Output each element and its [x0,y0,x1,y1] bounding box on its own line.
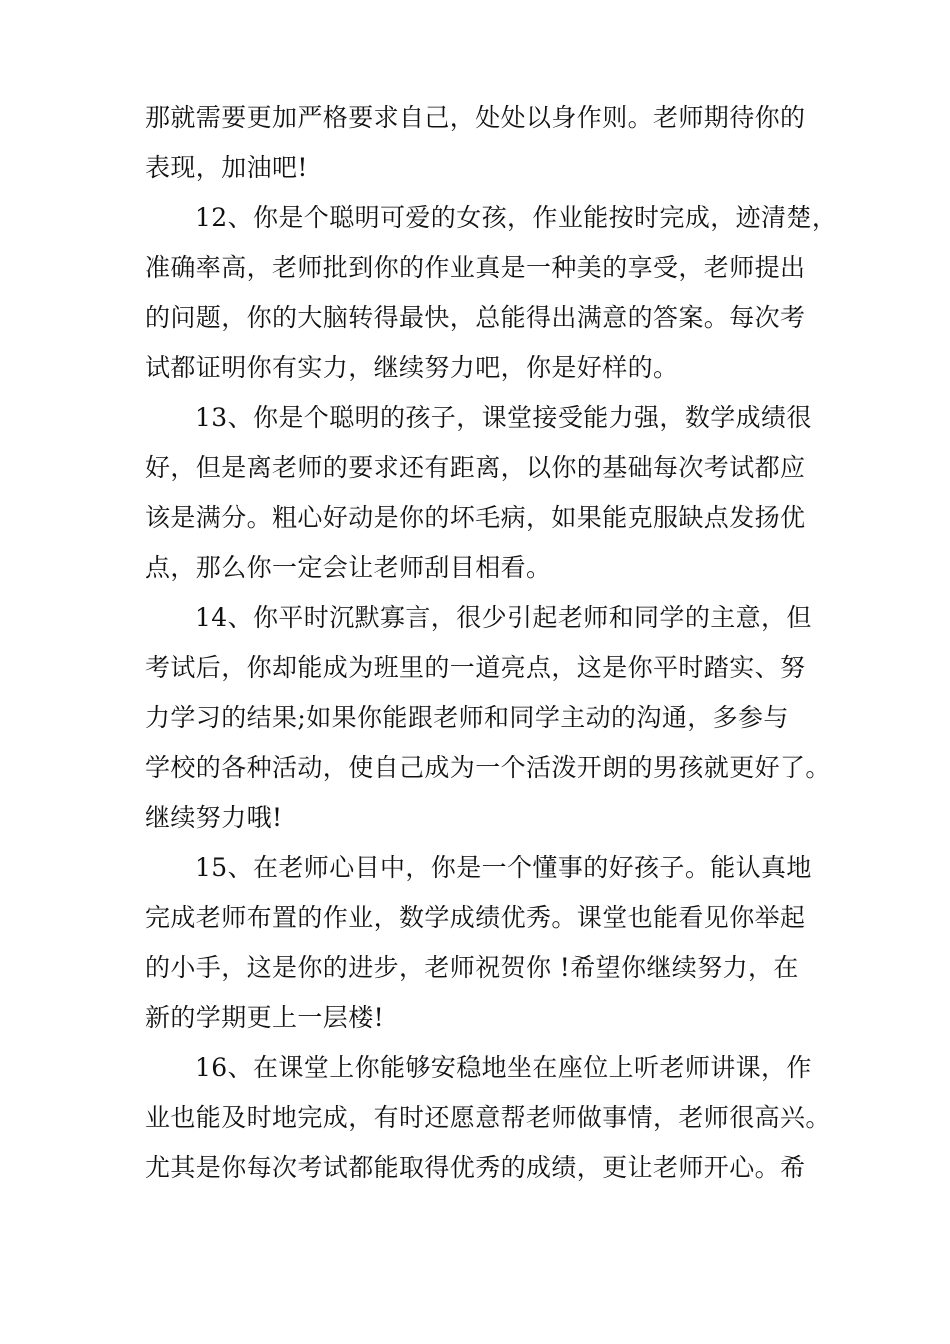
paragraph-13-start: 13、你是个聪明的孩子，课堂接受能力强，数学成绩很 [195,403,812,432]
text-line: 试都证明你有实力，继续努力吧，你是好样的。 [145,353,679,382]
text-line: 继续努力哦! [145,803,283,832]
text-line: 力学习的结果;如果你能跟老师和同学主动的沟通，多参与 [145,703,789,732]
text-line: 的小手，这是你的进步，老师祝贺你 !希望你继续努力，在 [145,953,799,982]
text-line: 表现，加油吧! [145,153,308,182]
text-line: 新的学期更上一层楼! [145,1003,385,1032]
text-line: 学校的各种活动，使自己成为一个活泼开朗的男孩就更好了。 [145,753,831,782]
paragraph-12-start: 12、你是个聪明可爱的女孩，作业能按时完成，迹清楚， [195,203,838,232]
text-line: 点，那么你一定会让老师刮目相看。 [145,553,552,582]
paragraph-15-start: 15、在老师心目中，你是一个懂事的好孩子。能认真地 [195,853,812,882]
text-line: 准确率高，老师批到你的作业真是一种美的享受，老师提出 [145,253,806,282]
text-line: 的问题，你的大脑转得最快，总能得出满意的答案。每次考 [145,303,806,332]
text-line: 考试后，你却能成为班里的一道亮点，这是你平时踏实、努 [145,653,806,682]
paragraph-16-start: 16、在课堂上你能够安稳地坐在座位上听老师讲课，作 [195,1053,812,1082]
paragraph-14-start: 14、你平时沉默寡言，很少引起老师和同学的主意，但 [195,603,812,632]
text-line: 那就需要更加严格要求自己，处处以身作则。老师期待你的 [145,103,806,132]
text-line: 该是满分。粗心好动是你的坏毛病，如果能克服缺点发扬优 [145,503,806,532]
text-line: 好，但是离老师的要求还有距离，以你的基础每次考试都应 [145,453,806,482]
text-line: 业也能及时地完成，有时还愿意帮老师做事情，老师很高兴。 [145,1103,831,1132]
text-line: 尤其是你每次考试都能取得优秀的成绩，更让老师开心。希 [145,1153,806,1182]
text-line: 完成老师布置的作业，数学成绩优秀。课堂也能看见你举起 [145,903,806,932]
